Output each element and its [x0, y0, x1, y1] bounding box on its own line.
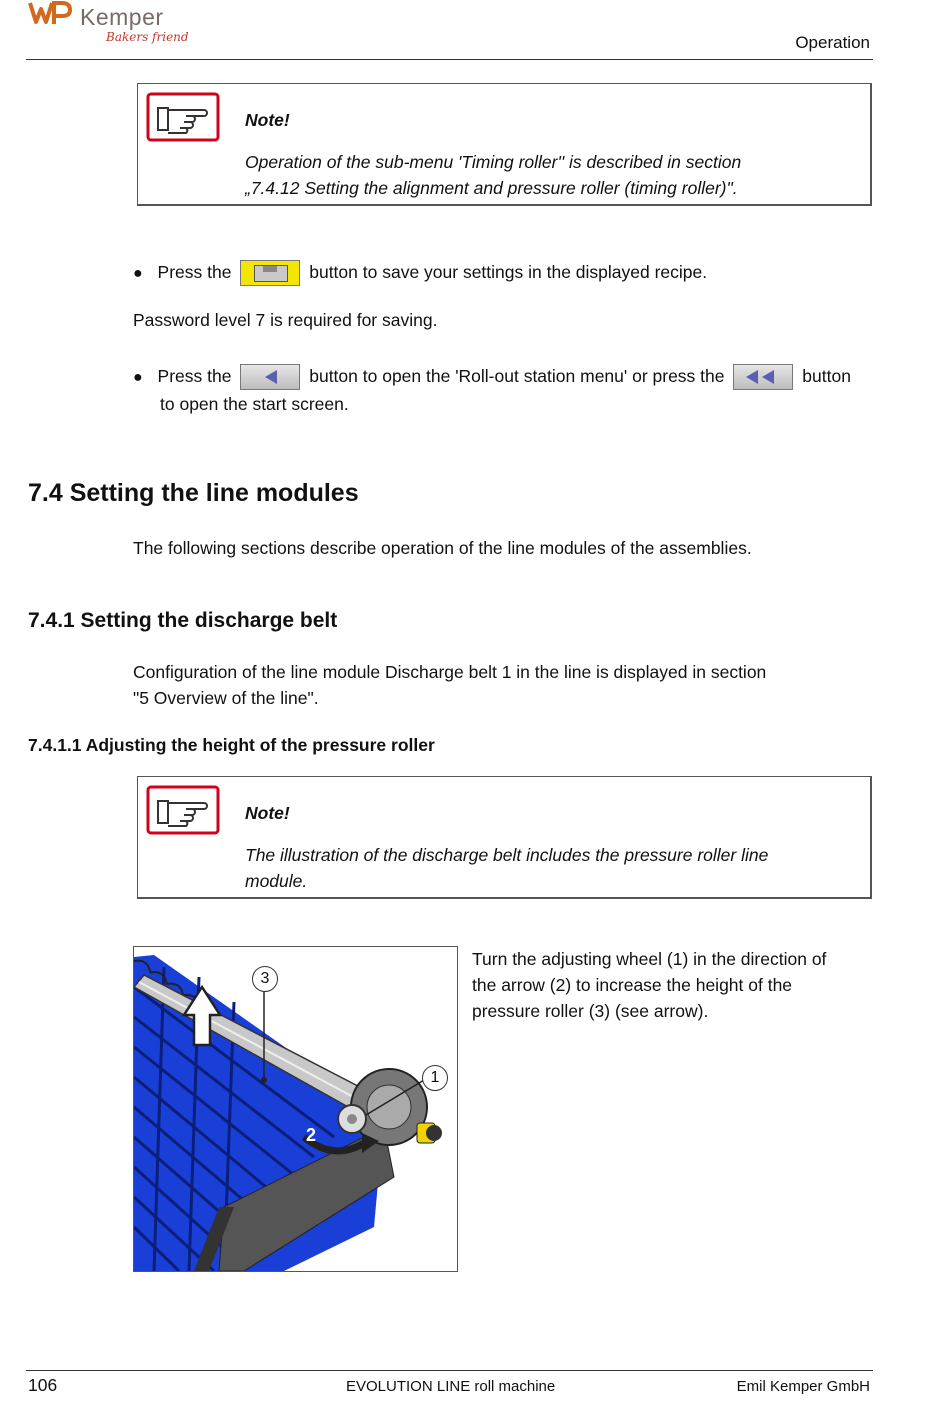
note-text-line: The illustration of the discharge belt includes the pressure roller line	[245, 845, 769, 865]
logo-tagline: Bakers friend	[106, 30, 189, 44]
page-number: 106	[28, 1375, 58, 1395]
bullet-text: Press the	[157, 262, 232, 282]
header-rule	[26, 59, 873, 60]
note-title: Note!	[245, 803, 290, 823]
discharge-belt-illustration	[133, 946, 458, 1272]
bullet-text: button to open the 'Roll-out station menu' or press the	[309, 366, 725, 386]
note-text	[245, 149, 830, 201]
pointing-hand-icon	[146, 785, 220, 835]
bullet-item-save	[133, 259, 707, 287]
callout-2: 2	[306, 1125, 317, 1145]
subsubsection-heading: 7.4.1.1 Adjusting the height of the pressure roller	[28, 735, 435, 755]
note-title: Note!	[245, 110, 290, 130]
footer-product: EVOLUTION LINE roll machine	[346, 1378, 556, 1395]
section-heading: 7.4 Setting the line modules	[28, 479, 359, 507]
subsection-text-line: Configuration of the line module Discharge belt 1 in the line is displayed in section	[133, 662, 767, 682]
figure-caption-line: the arrow (2) to increase the height of the	[472, 975, 793, 995]
subsection-heading: 7.4.1 Setting the discharge belt	[28, 609, 338, 632]
note-box	[137, 776, 872, 899]
figure-caption	[472, 946, 872, 1024]
back-button[interactable]	[240, 364, 300, 390]
footer-company: Emil Kemper GmbH	[736, 1378, 870, 1395]
callout-3: 3	[252, 966, 278, 992]
subsection-text	[133, 659, 766, 711]
subsection-text-line: "5 Overview of the line".	[133, 688, 319, 708]
figure-caption-line: pressure roller (3) (see arrow).	[472, 1001, 709, 1021]
save-button[interactable]	[240, 260, 300, 286]
note-text-line: module.	[245, 871, 308, 891]
header-section-title: Operation	[795, 33, 870, 52]
callout-1: 1	[422, 1065, 448, 1091]
kemper-logo-icon	[28, 0, 72, 28]
note-text-line: „7.4.12 Setting the alignment and pressure roller (timing roller)".	[245, 178, 738, 198]
bullet-dot: ●	[133, 265, 143, 282]
start-screen-button[interactable]	[733, 364, 793, 390]
password-note: Password level 7 is required for saving.	[133, 310, 438, 330]
note-box	[137, 83, 872, 206]
note-text	[245, 842, 830, 894]
footer-rule	[26, 1370, 873, 1371]
pressure-roller-drawing	[134, 947, 457, 1271]
bullet-dot: ●	[133, 369, 143, 386]
section-text: The following sections describe operation of the line modules of the assemblies.	[133, 538, 752, 558]
bullet-text: button	[802, 366, 851, 386]
bullet-text: button to save your settings in the displayed recipe.	[309, 262, 708, 282]
save-disk-icon	[254, 265, 288, 282]
double-back-arrow-icon	[734, 365, 792, 389]
bullet-text: to open the start screen.	[160, 394, 349, 414]
back-arrow-icon	[241, 365, 299, 389]
bullet-item-navigation	[133, 363, 873, 417]
pointing-hand-icon	[146, 92, 220, 142]
figure-caption-line: Turn the adjusting wheel (1) in the direction of	[472, 949, 827, 969]
bullet-text: Press the	[157, 366, 232, 386]
note-text-line: Operation of the sub-menu 'Timing roller'' is described in section	[245, 152, 742, 172]
logo-brand: Kemper	[80, 4, 164, 30]
